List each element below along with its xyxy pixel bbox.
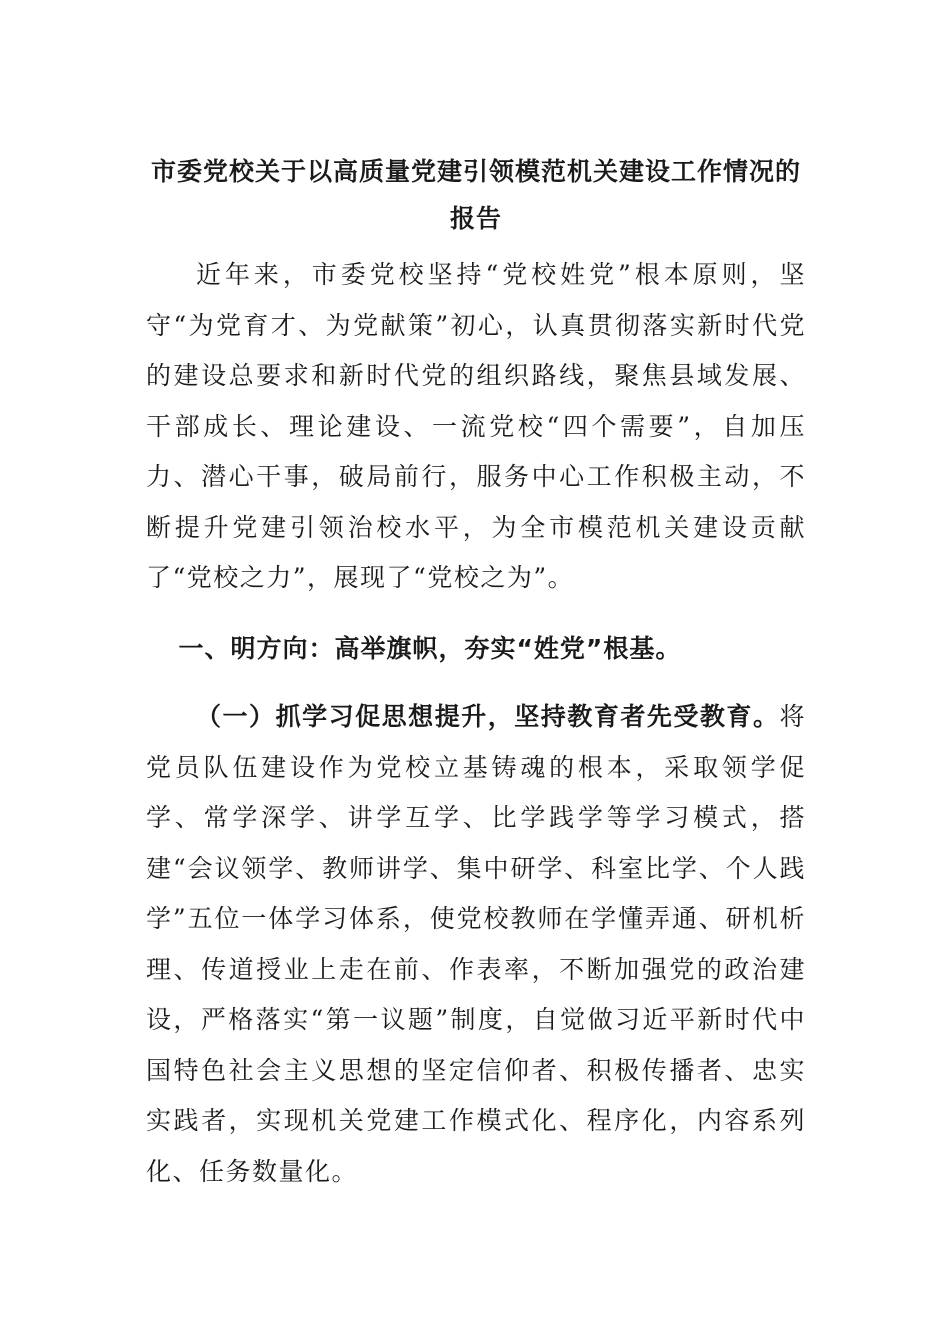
title-line-2: 报告 <box>449 204 502 233</box>
document-title <box>146 148 806 242</box>
subsection-1-lead: （一）抓学习促思想提升，坚持教育者先受教育。 <box>196 702 780 731</box>
document-page <box>146 148 806 1197</box>
subsection-1-paragraph <box>146 692 806 1197</box>
section-1-heading: 一、明方向：高举旗帜，夯实“姓党”根基。 <box>178 633 682 663</box>
subsection-1-body: 将党员队伍建设作为党校立基铸魂的根本，采取领学促学、常学深学、讲学互学、比学践学等学习模式，搭建“会议领学、教师讲学、集中研学、科室比学、个人践学”五位一体学习体系，使党校教师在学懂弄通、研机析理、传道授业上走在前、作表率，不断加强党的政治建设，严格落实“第一议题”制度，自觉做习近平新时代中国特色社会主义思想的坚定信仰者、积极传播者、忠实实践者，实现机关党建工作模式化、程序化，内容系列化、任务数量化。 <box>146 702 806 1186</box>
title-line-1: 市委党校关于以高质量党建引领模范机关建设工作情况的 <box>150 157 801 186</box>
intro-paragraph: 近年来，市委党校坚持“党校姓党”根本原则，坚守“为党育才、为党献策”初心，认真贯彻落实新时代党的建设总要求和新时代党的组织路线，聚焦县域发展、干部成长、理论建设、一流党校“四个需要”，自加压力、潜心干事，破局前行，服务中心工作积极主动，不断提升党建引领治校水平，为全市模范机关建设贡献了“党校之力”，展现了“党校之为”。 <box>146 260 806 592</box>
